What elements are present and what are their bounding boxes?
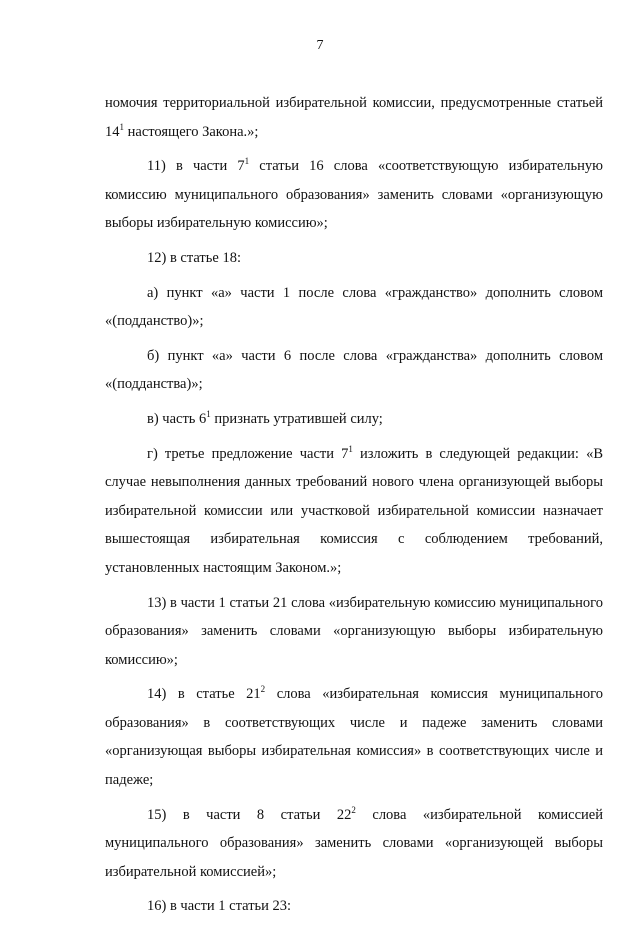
paragraph [105,279,603,336]
paragraph-text: а) пункт «а» части 1 после слова «гражданство» дополнить словом «(подданство)»; [105,284,603,330]
paragraph-text: слова «избирательная комиссия муниципального образования» в соответствующих числе и падеже заменить словами «организующая выборы избирательная комиссия» в соответствующих числе и падеже; [105,686,603,789]
paragraph-text: 13) в части 1 статьи 21 слова «избирательную комиссию муниципального образования» заменить словами «организующую выборы избирательную комиссию»; [105,594,603,668]
superscript-index: 2 [260,684,266,695]
paragraph-text: 14) в статье 21 [147,686,261,703]
paragraph [105,440,603,583]
paragraph-text: 12) в статье 18: [147,249,241,266]
paragraph-text: 11) в части 7 [147,158,245,175]
paragraph [105,801,603,887]
paragraph [105,892,603,921]
superscript-index: 1 [119,121,124,132]
paragraph [105,342,603,399]
superscript-index: 1 [244,156,250,167]
paragraph-text: изложить в следующей редакции: «В случае невыполнения данных требований нового члена организующей выборы избирательной комиссии или участковой избирательной комиссии назначает вышестоящая избирательная комиссия с соблюдением требований, установленных настоящим Законом.»; [105,445,603,576]
paragraph-text: б) пункт «а» части 6 после слова «гражданства» дополнить словом «(подданства)»; [105,347,603,393]
paragraph [105,405,603,434]
paragraph [105,89,603,146]
paragraph-text: признать утратившей силу; [210,410,383,427]
paragraph-text: 15) в части 8 статьи 22 [147,806,352,823]
paragraph [105,152,603,238]
paragraph-text: 16) в части 1 статьи 23: [147,898,292,915]
paragraph-text: слова «избирательной комиссией муниципального образования» заменить словами «организующей выборы избирательной комиссией»; [105,806,604,880]
paragraph-text: г) третье предложение части 7 [147,445,349,462]
paragraph [105,589,603,675]
page-number: 7 [316,38,324,53]
paragraph-text: в) часть 6 [147,410,207,427]
paragraph [105,244,603,273]
superscript-index: 1 [348,443,353,454]
paragraph-text: настоящего Закона.»; [124,123,259,140]
paragraph-text: статьи 16 слова «соответствующую избирательную комиссию муниципального образования» заменить словами «организующую выборы избирательную комиссию»; [105,158,603,232]
superscript-index: 2 [351,804,356,815]
paragraph-text: номочия территориальной избирательной комиссии, предусмотренные статьей 14 [105,95,603,140]
superscript-index: 1 [206,409,211,420]
paragraph [105,680,603,794]
document-body [105,89,603,927]
